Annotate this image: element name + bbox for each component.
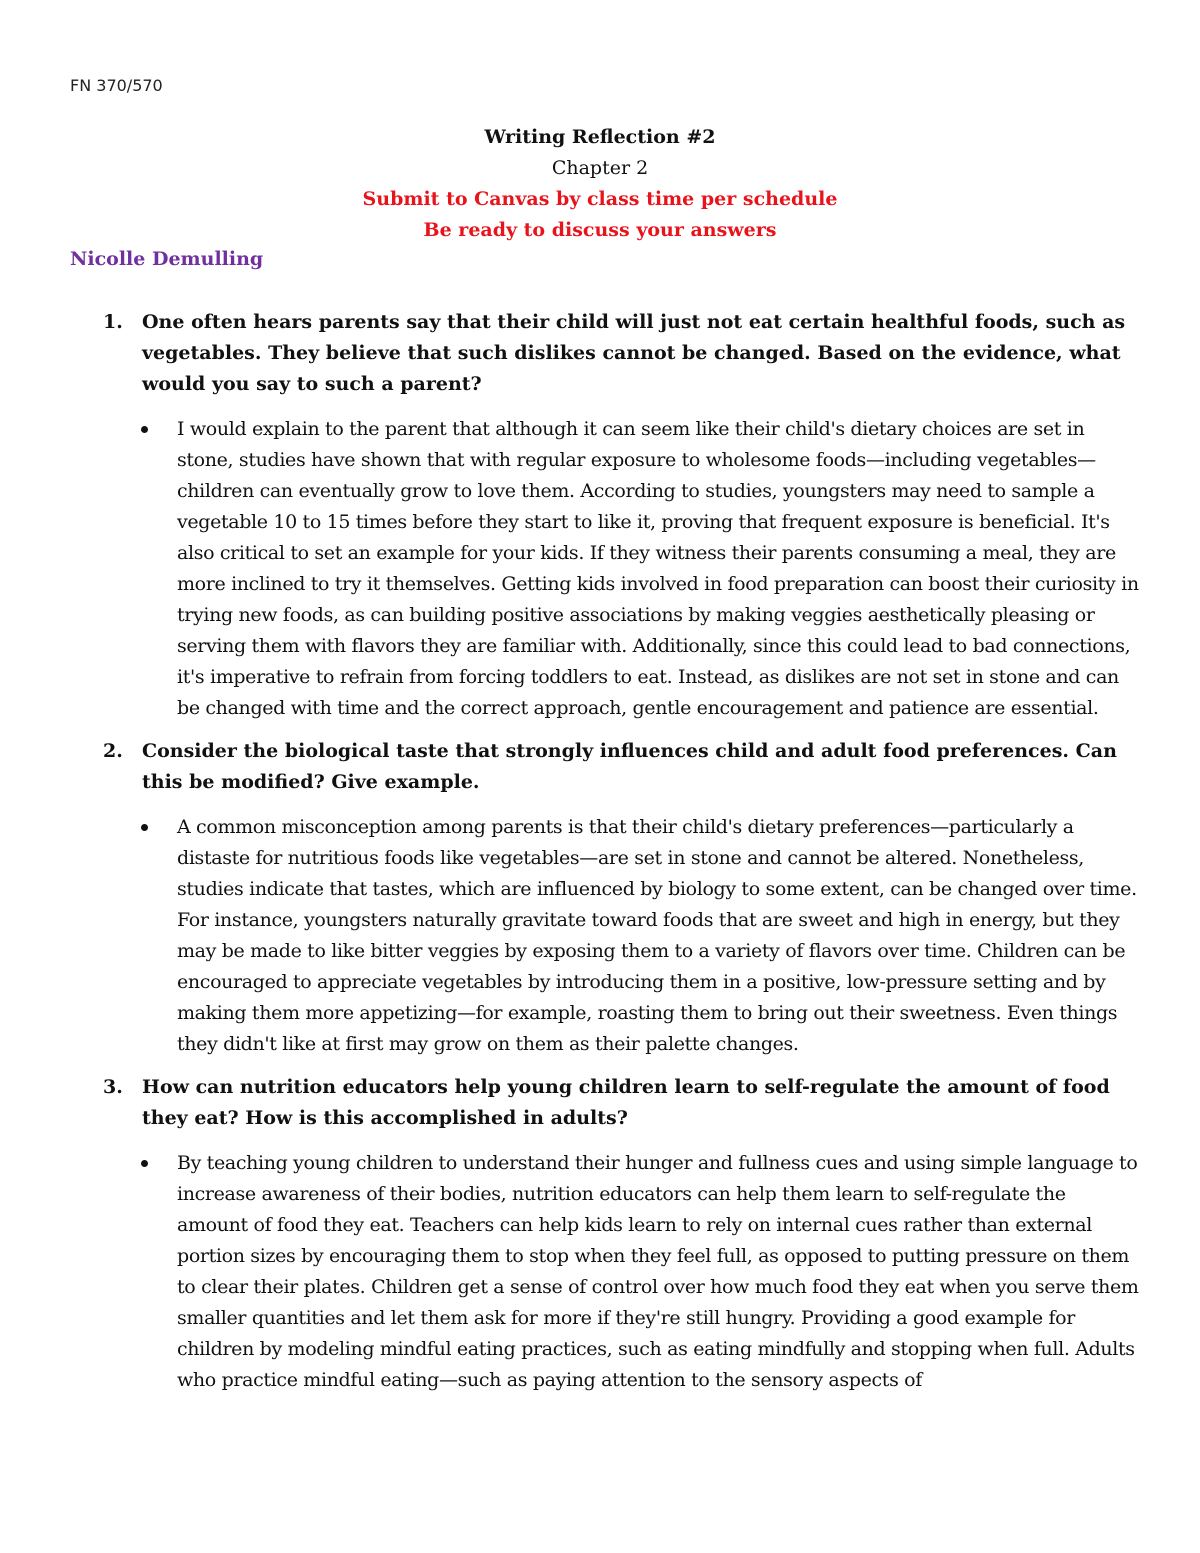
answer-item [70,414,1140,724]
answer-item [70,1148,1140,1396]
bullet-icon [141,824,148,831]
document-title: Writing Reflection #2 [484,126,716,148]
discuss-note: Be ready to discuss your answers [423,219,777,241]
question-text: Consider the biological taste that strongly influences child and adult food preferences. Can this be modified? Give example. [142,740,1117,793]
bullet-icon [141,1160,148,1167]
question-item-1 [70,307,1140,724]
bullet-icon [141,426,148,433]
question-number: 2. [103,740,123,762]
answer-text: By teaching young children to understand their hunger and fullness cues and using simple language to increase awareness of their bodies, nutrition educators can help them learn to self-regulate the amount of food they eat. Teachers can help kids learn to rely on internal cues rather than external portion sizes by encouraging them to stop when they feel full, as opposed to putting pressure on them to clear their plates. Children get a sense of control over how much food they eat when you serve them smaller quantities and let them ask for more if they're still hungry. Providing a good example for children by modeling mindful eating practices, such as eating mindfully and stopping when full. Adults who practice mindful eating—such as paying attention to the sensory aspects of [177,1152,1139,1391]
question-text: How can nutrition educators help young children learn to self-regulate the amount of food they eat? How is this accomplished in adults? [142,1076,1110,1129]
question-item-2 [70,736,1140,1060]
course-code: FN 370/570 [70,76,163,95]
question-list [70,307,1140,1408]
question-number: 3. [103,1076,123,1098]
question-text: One often hears parents say that their child will just not eat certain healthful foods, such as vegetables. They believe that such dislikes cannot be changed. Based on the evidence, what would you say to such a parent? [142,311,1126,395]
answer-text: I would explain to the parent that although it can seem like their child's dietary choices are set in stone, studies have shown that with regular exposure to wholesome foods—including vegetables—children can eventually grow to love them. According to studies, youngsters may need to sample a vegetable 10 to 15 times before they start to like it, proving that frequent exposure is beneficial. It's also critical to set an example for your kids. If they witness their parents consuming a meal, they are more inclined to try it themselves. Getting kids involved in food preparation can boost their curiosity in trying new foods, as can building positive associations by making veggies aesthetically pleasing or serving them with flavors they are familiar with. Additionally, since this could lead to bad connections, it's imperative to refrain from forcing toddlers to eat. Instead, as dislikes are not set in stone and can be changed with time and the correct approach, gentle encouragement and patience are essential. [177,418,1139,719]
submit-note: Submit to Canvas by class time per schedule [362,188,838,210]
student-name: Nicolle Demulling [70,248,264,270]
title-block [0,122,1200,246]
question-item-3 [70,1072,1140,1396]
answer-item [70,812,1140,1060]
answer-text: A common misconception among parents is that their child's dietary preferences—particularly a distaste for nutritious foods like vegetables—are set in stone and cannot be altered. Nonetheless, studies indicate that tastes, which are influenced by biology to some extent, can be changed over time. For instance, youngsters naturally gravitate toward foods that are sweet and high in energy, but they may be made to like bitter veggies by exposing them to a variety of flavors over time. Children can be encouraged to appreciate vegetables by introducing them in a positive, low-pressure setting and by making them more appetizing—for example, roasting them to bring out their sweetness. Even things they didn't like at first may grow on them as their palette changes. [177,816,1137,1055]
chapter-label: Chapter 2 [551,157,649,179]
question-number: 1. [103,311,123,333]
